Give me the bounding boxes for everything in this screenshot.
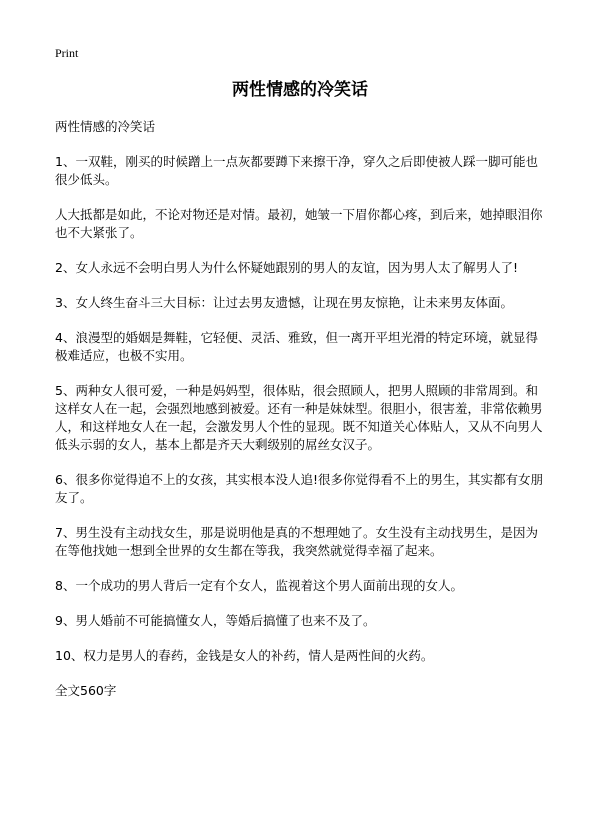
article-body — [55, 118, 545, 700]
paragraph-7: 6、很多你觉得追不上的女孩，其实根本没人追!很多你觉得看不上的男生，其实都有女朋友了。 — [55, 472, 543, 505]
article-subtitle: 两性情感的冷笑话 — [55, 119, 156, 134]
paragraph-9: 8、一个成功的男人背后一定有个女人，监视着这个男人面前出现的女人。 — [55, 578, 463, 593]
paragraph-8: 7、男生没有主动找女生，那是说明他是真的不想理她了。女生没有主动找男生，是因为在等他找她一想到全世界的女生都在等我，我突然就觉得幸福了起来。 — [55, 525, 538, 558]
paragraph-11: 10、权力是男人的春药，金钱是女人的补药，情人是两性间的火药。 — [55, 648, 434, 663]
paragraph-2: 人大抵都是如此，不论对物还是对情。最初，她皱一下眉你都心疼，到后来，她掉眼泪你也不大紧张了。 — [55, 207, 543, 240]
page-title: 两性情感的冷笑话 — [232, 80, 368, 100]
print-link[interactable]: Print — [55, 46, 79, 60]
paragraph-10: 9、男人婚前不可能搞懂女人，等婚后搞懂了也来不及了。 — [55, 613, 376, 628]
paragraph-4: 3、女人终生奋斗三大目标：让过去男友遗憾，让现在男友惊艳，让未来男友体面。 — [55, 295, 513, 310]
word-count: 全文560字 — [55, 683, 117, 698]
paragraph-3: 2、女人永远不会明白男人为什么怀疑她跟别的男人的友谊，因为男人太了解男人了! — [55, 260, 518, 275]
paragraph-5: 4、浪漫型的婚姻是舞鞋，它轻便、灵活、雅致，但一离开平坦光滑的特定环境，就显得极难适应，也极不实用。 — [55, 330, 538, 363]
paragraph-6: 5、两种女人很可爱，一种是妈妈型，很体贴，很会照顾人，把男人照顾的非常周到。和这样女人在一起，会强烈地感到被爱。还有一种是妹妹型。很胆小，很害羞，非常依赖男人，和这样地女人在一起，会激发男人个性的显现。既不知道关心体贴人，又从不向男人低头示弱的女人，基本上都是齐天大剩级别的屌丝女汉子。 — [55, 383, 543, 452]
paragraph-1: 1、一双鞋，刚买的时候蹭上一点灰都要蹲下来擦干净，穿久之后即使被人踩一脚可能也很少低头。 — [55, 154, 538, 187]
